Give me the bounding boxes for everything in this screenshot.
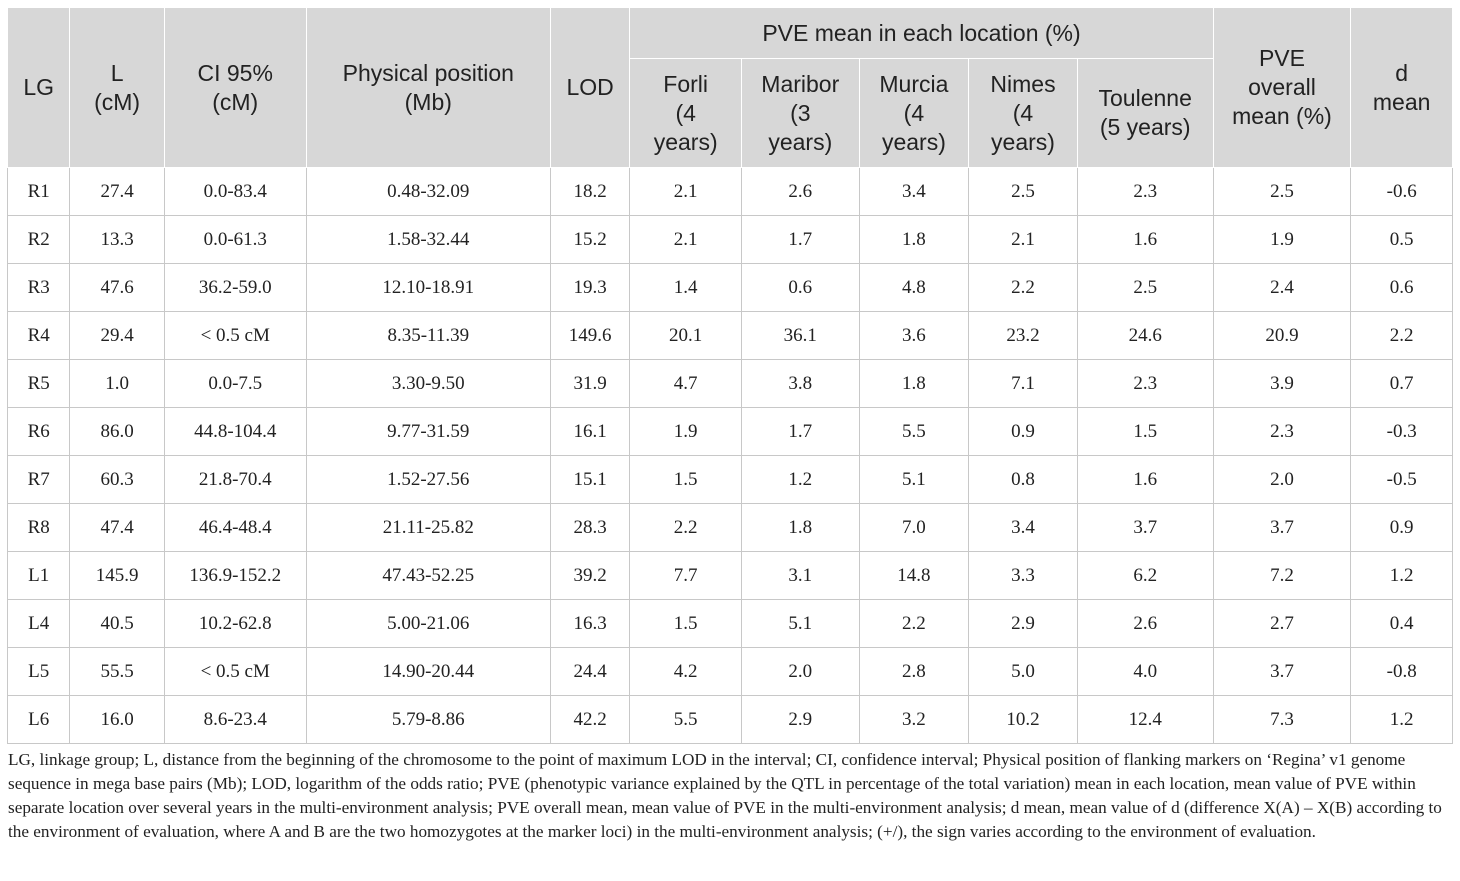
table-cell: 3.8 — [741, 360, 859, 408]
header-ci-line1: CI 95% — [197, 59, 273, 86]
table-cell: 16.0 — [70, 696, 165, 744]
table-cell: 9.77-31.59 — [306, 408, 550, 456]
table-cell: R7 — [8, 456, 70, 504]
table-cell: 2.8 — [859, 648, 969, 696]
header-phys-line1: Physical position — [342, 59, 514, 86]
header-pve-overall-line3: mean (%) — [1232, 103, 1332, 129]
table-cell: 8.35-11.39 — [306, 312, 550, 360]
table-cell: 1.8 — [741, 504, 859, 552]
header-forli-line1: Forli — [663, 70, 709, 97]
header-forli — [630, 59, 742, 168]
table-row — [8, 408, 1453, 456]
table-cell: 24.4 — [550, 648, 629, 696]
table-cell: 2.2 — [859, 600, 969, 648]
table-row — [8, 696, 1453, 744]
table-cell: 1.6 — [1077, 216, 1213, 264]
table-cell: 2.1 — [969, 216, 1078, 264]
table-cell: 3.4 — [859, 168, 969, 216]
table-cell: 47.43-52.25 — [306, 552, 550, 600]
header-l-line1: L — [110, 59, 124, 86]
table-container — [7, 7, 1453, 844]
table-cell: 21.11-25.82 — [306, 504, 550, 552]
table-cell: 1.2 — [1351, 696, 1453, 744]
table-cell: 55.5 — [70, 648, 165, 696]
table-cell: -0.6 — [1351, 168, 1453, 216]
header-maribor-line2: (3 — [790, 99, 811, 126]
table-cell: 0.8 — [969, 456, 1078, 504]
header-d-mean — [1351, 8, 1453, 168]
header-maribor-line3: years) — [768, 128, 833, 155]
table-cell: L6 — [8, 696, 70, 744]
table-cell: 3.7 — [1213, 504, 1351, 552]
table-cell: 47.4 — [70, 504, 165, 552]
table-cell: 0.0-83.4 — [164, 168, 306, 216]
header-nimes — [969, 59, 1078, 168]
table-cell: 4.7 — [630, 360, 742, 408]
table-cell: 20.9 — [1213, 312, 1351, 360]
table-cell: 20.1 — [630, 312, 742, 360]
table-cell: 2.5 — [969, 168, 1078, 216]
table-cell: 60.3 — [70, 456, 165, 504]
header-murcia-line3: years) — [881, 128, 946, 155]
table-cell: 136.9-152.2 — [164, 552, 306, 600]
table-cell: 2.4 — [1213, 264, 1351, 312]
header-nimes-line2: (4 — [1012, 99, 1034, 126]
header-forli-line2: (4 — [675, 99, 696, 126]
table-cell: 1.2 — [741, 456, 859, 504]
table-cell: 2.2 — [1351, 312, 1453, 360]
table-cell: 2.5 — [1213, 168, 1351, 216]
table-cell: 5.5 — [859, 408, 969, 456]
table-cell: 4.8 — [859, 264, 969, 312]
table-cell: 3.1 — [741, 552, 859, 600]
header-lg: LG — [8, 8, 70, 168]
table-cell: 4.2 — [630, 648, 742, 696]
table-cell: R2 — [8, 216, 70, 264]
table-cell: 0.4 — [1351, 600, 1453, 648]
header-d-mean-line2: mean — [1372, 88, 1431, 115]
table-row — [8, 456, 1453, 504]
table-cell: 44.8-104.4 — [164, 408, 306, 456]
table-body — [8, 168, 1453, 744]
table-cell: R3 — [8, 264, 70, 312]
table-cell: 7.7 — [630, 552, 742, 600]
table-cell: 18.2 — [550, 168, 629, 216]
header-nimes-line3: years) — [991, 128, 1055, 155]
table-cell: < 0.5 cM — [164, 648, 306, 696]
table-cell: 3.2 — [859, 696, 969, 744]
header-phys-line2: (Mb) — [404, 88, 452, 115]
table-cell: 0.0-7.5 — [164, 360, 306, 408]
table-cell: < 0.5 cM — [164, 312, 306, 360]
header-forli-line3: years) — [653, 128, 718, 155]
table-cell: 36.1 — [741, 312, 859, 360]
header-toulenne-line2: (5 years) — [1099, 114, 1191, 140]
table-cell: 1.7 — [741, 216, 859, 264]
table-cell: 3.30-9.50 — [306, 360, 550, 408]
table-cell: 5.0 — [969, 648, 1078, 696]
table-cell: 23.2 — [969, 312, 1078, 360]
table-cell: 12.4 — [1077, 696, 1213, 744]
table-cell: 3.7 — [1213, 648, 1351, 696]
table-row — [8, 168, 1453, 216]
table-row — [8, 264, 1453, 312]
table-cell: 21.8-70.4 — [164, 456, 306, 504]
table-cell: 2.1 — [630, 168, 742, 216]
table-footnote: LG, linkage group; L, distance from the beginning of the chromosome to the point of maximum LOD in the interval; CI, confidence interval; Physical position of flanking markers on ‘Regina’ v1 genome sequence in mega base pairs (Mb); LOD, logarithm of the odds ratio; PVE (phenotypic variance explained by the QTL in percentage of the total variation) mean in each location, mean value of PVE within separate location over several years in the multi-environment analysis; PVE overall mean, mean value of PVE in the multi-environment analysis; d mean, mean value of d (difference X(A) – X(B) according to the environment of evaluation, where A and B are the two homozygotes at the marker loci) in the multi-environment analysis; (+/), the sign varies according to the environment of evaluation. — [8, 750, 1442, 841]
table-cell: 14.90-20.44 — [306, 648, 550, 696]
table-cell: 29.4 — [70, 312, 165, 360]
table-cell: 7.1 — [969, 360, 1078, 408]
table-cell: 27.4 — [70, 168, 165, 216]
table-cell: 145.9 — [70, 552, 165, 600]
table-cell: 2.9 — [969, 600, 1078, 648]
table-row — [8, 648, 1453, 696]
table-cell: 1.5 — [630, 600, 742, 648]
table-cell: 2.2 — [630, 504, 742, 552]
header-maribor-line1: Maribor — [761, 70, 840, 97]
table-cell: 7.3 — [1213, 696, 1351, 744]
header-maribor — [741, 59, 859, 168]
table-cell: 10.2 — [969, 696, 1078, 744]
table-cell: 31.9 — [550, 360, 629, 408]
table-cell: R6 — [8, 408, 70, 456]
table-cell: R8 — [8, 504, 70, 552]
table-cell: 2.5 — [1077, 264, 1213, 312]
table-cell: 1.52-27.56 — [306, 456, 550, 504]
table-cell: 1.4 — [630, 264, 742, 312]
table-cell: 8.6-23.4 — [164, 696, 306, 744]
table-cell: 2.2 — [969, 264, 1078, 312]
table-cell: 0.0-61.3 — [164, 216, 306, 264]
table-cell: R4 — [8, 312, 70, 360]
table-cell: 0.9 — [969, 408, 1078, 456]
table-cell: 28.3 — [550, 504, 629, 552]
table-cell: L4 — [8, 600, 70, 648]
header-toulenne — [1077, 59, 1213, 168]
table-cell: 0.48-32.09 — [306, 168, 550, 216]
table-cell: 2.3 — [1077, 168, 1213, 216]
table-cell: 5.5 — [630, 696, 742, 744]
qtl-table — [7, 7, 1453, 744]
table-cell: 2.1 — [630, 216, 742, 264]
header-physical-position — [306, 8, 550, 168]
table-cell: 1.5 — [1077, 408, 1213, 456]
table-cell: 7.2 — [1213, 552, 1351, 600]
table-header — [8, 8, 1453, 168]
table-cell: 1.2 — [1351, 552, 1453, 600]
table-cell: 2.0 — [1213, 456, 1351, 504]
table-cell: 1.58-32.44 — [306, 216, 550, 264]
table-cell: 5.79-8.86 — [306, 696, 550, 744]
table-cell: 149.6 — [550, 312, 629, 360]
table-cell: 14.8 — [859, 552, 969, 600]
table-cell: 16.3 — [550, 600, 629, 648]
table-cell: L5 — [8, 648, 70, 696]
table-row — [8, 504, 1453, 552]
header-pve-group: PVE mean in each location (%) — [630, 8, 1213, 59]
table-cell: 3.3 — [969, 552, 1078, 600]
table-cell: 13.3 — [70, 216, 165, 264]
table-cell: 3.7 — [1077, 504, 1213, 552]
table-cell: 2.7 — [1213, 600, 1351, 648]
table-cell: 2.0 — [741, 648, 859, 696]
header-lod: LOD — [550, 8, 629, 168]
table-cell: 36.2-59.0 — [164, 264, 306, 312]
table-row — [8, 216, 1453, 264]
header-l — [70, 8, 165, 168]
table-cell: 12.10-18.91 — [306, 264, 550, 312]
table-cell: 15.2 — [550, 216, 629, 264]
table-cell: 15.1 — [550, 456, 629, 504]
header-toulenne-line1: Toulenne — [1098, 85, 1192, 111]
table-cell: 42.2 — [550, 696, 629, 744]
table-cell: 0.6 — [741, 264, 859, 312]
table-cell: 2.9 — [741, 696, 859, 744]
table-cell: 7.0 — [859, 504, 969, 552]
table-cell: 86.0 — [70, 408, 165, 456]
table-cell: 3.9 — [1213, 360, 1351, 408]
table-cell: 10.2-62.8 — [164, 600, 306, 648]
table-cell: R1 — [8, 168, 70, 216]
header-ci — [164, 8, 306, 168]
table-cell: 47.6 — [70, 264, 165, 312]
table-cell: 2.3 — [1213, 408, 1351, 456]
header-pve-overall-line2: overall — [1248, 74, 1316, 100]
header-d-mean-line1: d — [1395, 59, 1409, 86]
header-pve-overall — [1213, 8, 1351, 168]
table-cell: 1.8 — [859, 216, 969, 264]
table-cell: 0.9 — [1351, 504, 1453, 552]
table-row — [8, 312, 1453, 360]
table-cell: 5.00-21.06 — [306, 600, 550, 648]
table-cell: 4.0 — [1077, 648, 1213, 696]
header-murcia — [859, 59, 969, 168]
header-l-line2: (cM) — [94, 88, 141, 115]
header-murcia-line2: (4 — [903, 99, 925, 126]
table-cell: 2.6 — [1077, 600, 1213, 648]
header-pve-overall-line1: PVE — [1258, 45, 1305, 71]
table-cell: -0.8 — [1351, 648, 1453, 696]
table-cell: 0.5 — [1351, 216, 1453, 264]
table-cell: 2.3 — [1077, 360, 1213, 408]
table-cell: 1.9 — [1213, 216, 1351, 264]
table-row — [8, 600, 1453, 648]
table-cell: 46.4-48.4 — [164, 504, 306, 552]
table-cell: 6.2 — [1077, 552, 1213, 600]
table-cell: 3.4 — [969, 504, 1078, 552]
table-cell: 19.3 — [550, 264, 629, 312]
table-cell: 5.1 — [741, 600, 859, 648]
table-cell: 39.2 — [550, 552, 629, 600]
table-row — [8, 360, 1453, 408]
table-cell: 5.1 — [859, 456, 969, 504]
table-cell: 1.6 — [1077, 456, 1213, 504]
table-cell: R5 — [8, 360, 70, 408]
table-cell: 1.0 — [70, 360, 165, 408]
table-cell: 0.6 — [1351, 264, 1453, 312]
table-cell: 24.6 — [1077, 312, 1213, 360]
table-cell: 1.9 — [630, 408, 742, 456]
header-murcia-line1: Murcia — [879, 70, 949, 97]
table-cell: -0.3 — [1351, 408, 1453, 456]
table-cell: -0.5 — [1351, 456, 1453, 504]
table-cell: L1 — [8, 552, 70, 600]
table-cell: 40.5 — [70, 600, 165, 648]
header-ci-line2: (cM) — [212, 88, 259, 115]
table-cell: 1.5 — [630, 456, 742, 504]
table-cell: 0.7 — [1351, 360, 1453, 408]
table-cell: 1.8 — [859, 360, 969, 408]
table-cell: 1.7 — [741, 408, 859, 456]
table-cell: 16.1 — [550, 408, 629, 456]
header-nimes-line1: Nimes — [990, 70, 1056, 97]
table-cell: 3.6 — [859, 312, 969, 360]
table-cell: 2.6 — [741, 168, 859, 216]
table-row — [8, 552, 1453, 600]
